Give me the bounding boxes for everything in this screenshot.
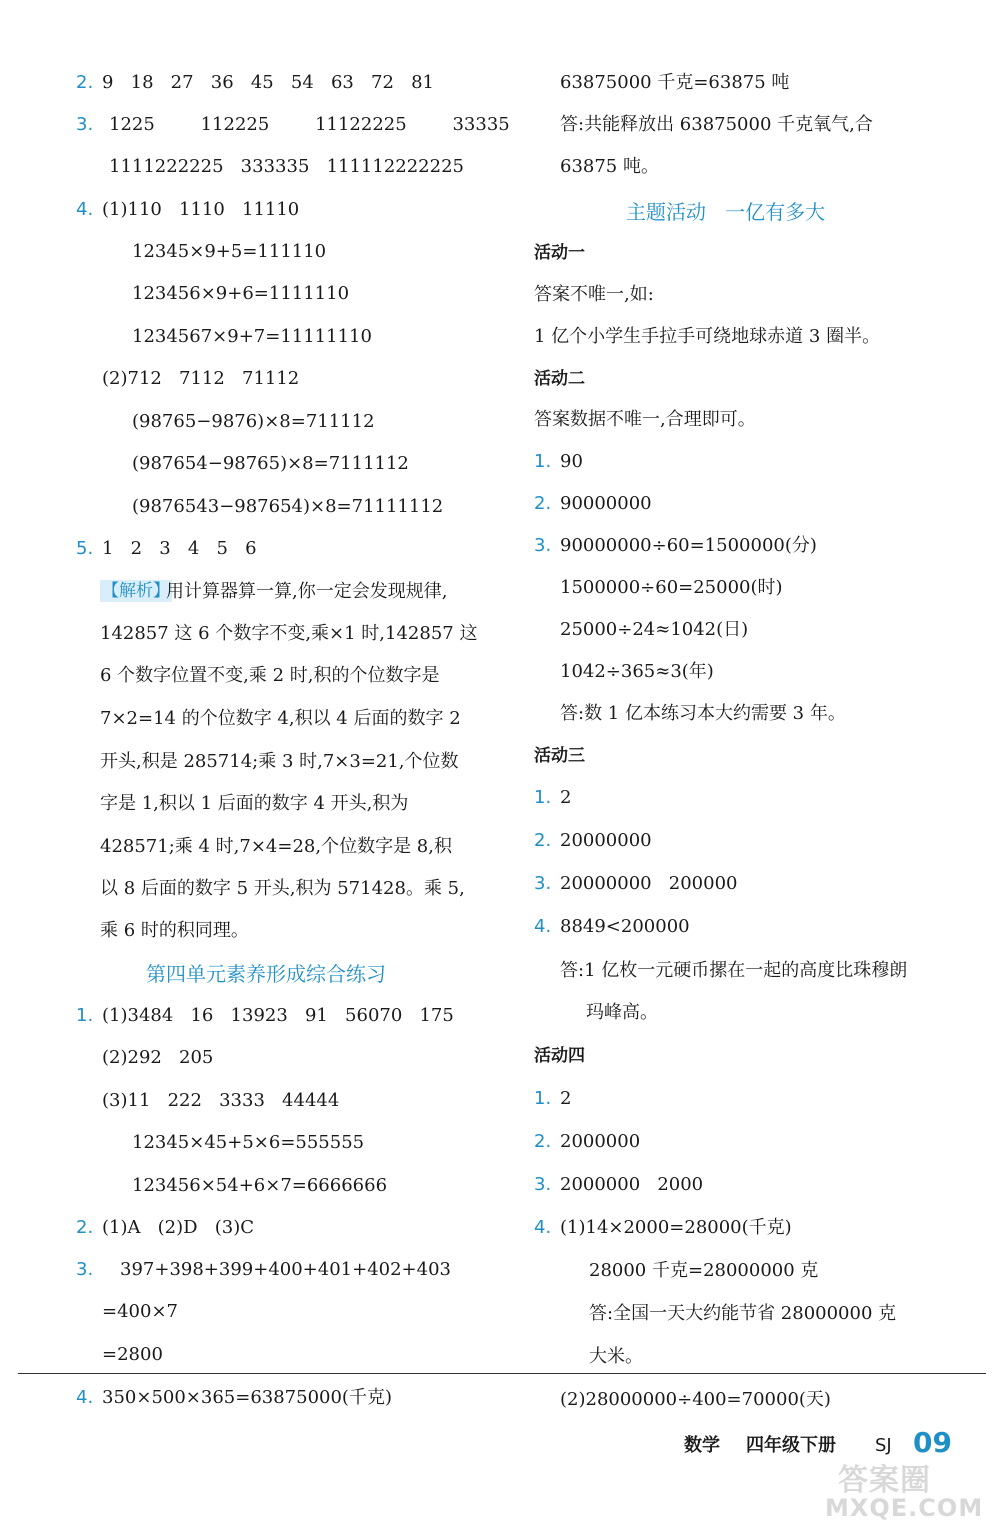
answer-text: 2 bbox=[560, 787, 572, 808]
equation: 123456×9+6=1111110 bbox=[132, 283, 350, 304]
answer-text: 63875 吨。 bbox=[560, 156, 659, 177]
answer-text: 答:1 亿枚一元硬币摞在一起的高度比珠穆朗 bbox=[560, 960, 908, 981]
equation: (987654−98765)×8=7111112 bbox=[132, 453, 409, 474]
equation: =2800 bbox=[102, 1344, 163, 1365]
equation: 25000÷24≈1042(日) bbox=[560, 619, 749, 640]
equation: 1234567×9+7=11111110 bbox=[132, 326, 372, 347]
watermark-url: MXQE.COM bbox=[825, 1494, 984, 1522]
answer-text: (3)11 222 3333 44444 bbox=[102, 1090, 340, 1111]
analysis-text: 字是 1,积以 1 后面的数字 4 开头,积为 bbox=[100, 793, 409, 814]
section-title: 第四单元素养形成综合练习 bbox=[146, 962, 386, 986]
divider-line bbox=[18, 1373, 986, 1374]
question-number: 2. bbox=[76, 72, 94, 93]
activity-heading: 活动四 bbox=[534, 1046, 585, 1066]
question-number: 1. bbox=[534, 787, 552, 808]
answer-text: 20000000 200000 bbox=[560, 873, 738, 894]
answer-text: (2)292 205 bbox=[102, 1047, 214, 1068]
equation: =400×7 bbox=[102, 1301, 178, 1322]
activity-heading: 活动三 bbox=[534, 746, 585, 766]
equation: 397+398+399+400+401+402+403 bbox=[120, 1259, 451, 1280]
equation: 90000000÷60=1500000(分) bbox=[560, 535, 817, 556]
activity-heading: 活动二 bbox=[534, 369, 585, 389]
footer-grade: 四年级下册 bbox=[746, 1435, 836, 1456]
question-number: 2. bbox=[534, 830, 552, 851]
answer-text: 2000000 2000 bbox=[560, 1174, 704, 1195]
analysis-text: 以 8 后面的数字 5 开头,积为 571428。乘 5, bbox=[100, 878, 465, 899]
answer-text: 答案数据不唯一,合理即可。 bbox=[534, 409, 756, 430]
footer-edition: SJ bbox=[875, 1435, 892, 1456]
question-number: 3. bbox=[534, 535, 552, 556]
question-number: 4. bbox=[534, 916, 552, 937]
answer-text: 90000000 bbox=[560, 493, 652, 514]
answer-text: 1111222225 333335 111112222225 bbox=[109, 156, 464, 177]
question-number: 3. bbox=[534, 873, 552, 894]
answer-text: (1)A (2)D (3)C bbox=[102, 1217, 255, 1238]
equation: (98765−9876)×8=711112 bbox=[132, 411, 375, 432]
answer-text: 1 亿个小学生手拉手可绕地球赤道 3 圈半。 bbox=[534, 326, 881, 347]
answer-text: 20000000 bbox=[560, 830, 652, 851]
answer-text: 8849<200000 bbox=[560, 916, 690, 937]
analysis-text: 142857 这 6 个数字不变,乘×1 时,142857 这 bbox=[100, 623, 478, 644]
analysis-text: 7×2=14 的个位数字 4,积以 4 后面的数字 2 bbox=[100, 708, 461, 729]
answer-text: 90 bbox=[560, 451, 583, 472]
answer-text: 大米。 bbox=[589, 1346, 643, 1367]
question-number: 3. bbox=[534, 1174, 552, 1195]
answer-text: 1225 112225 11122225 33335 bbox=[109, 114, 510, 135]
analysis-text: 开头,积是 285714;乘 3 时,7×3=21,个位数 bbox=[100, 751, 459, 772]
theme-title: 主题活动 一亿有多大 bbox=[626, 200, 826, 224]
question-number: 3. bbox=[76, 114, 94, 135]
equation: 12345×45+5×6=555555 bbox=[132, 1132, 365, 1153]
answer-text: 2 bbox=[560, 1088, 572, 1109]
question-number: 5. bbox=[76, 538, 94, 559]
analysis-text: 6 个数字位置不变,乘 2 时,积的个位数字是 bbox=[100, 665, 440, 686]
equation: (1)14×2000=28000(千克) bbox=[560, 1217, 792, 1238]
activity-heading: 活动一 bbox=[534, 243, 585, 263]
analysis-text: 用计算器算一算,你一定会发现规律, bbox=[166, 581, 448, 602]
answer-text: 9 18 27 36 45 54 63 72 81 bbox=[102, 72, 435, 93]
answer-text: 2000000 bbox=[560, 1131, 641, 1152]
answer-text: (1)3484 16 13923 91 56070 175 bbox=[102, 1005, 454, 1026]
equation: (9876543−987654)×8=71111112 bbox=[132, 496, 444, 517]
answer-text: 答:全国一天大约能节省 28000000 克 bbox=[589, 1303, 897, 1324]
question-number: 4. bbox=[534, 1217, 552, 1238]
equation: 28000 千克=28000000 克 bbox=[589, 1260, 819, 1281]
answer-text: 玛峰高。 bbox=[586, 1002, 658, 1023]
footer-subject: 数学 bbox=[684, 1435, 720, 1456]
question-number: 1. bbox=[534, 451, 552, 472]
analysis-text: 428571;乘 4 时,7×4=28,个位数字是 8,积 bbox=[100, 836, 452, 857]
answer-text: 1 2 3 4 5 6 bbox=[102, 538, 257, 559]
answer-text: (1)110 1110 11110 bbox=[102, 199, 300, 220]
question-number: 1. bbox=[76, 1005, 94, 1026]
question-number: 2. bbox=[534, 1131, 552, 1152]
equation: 1042÷365≈3(年) bbox=[560, 661, 714, 682]
question-number: 2. bbox=[76, 1217, 94, 1238]
answer-text: 答:数 1 亿本练习本大约需要 3 年。 bbox=[560, 703, 846, 724]
analysis-text: 乘 6 时的积同理。 bbox=[100, 920, 249, 941]
equation: (2)28000000÷400=70000(天) bbox=[560, 1389, 831, 1410]
equation: 350×500×365=63875000(千克) bbox=[102, 1387, 392, 1408]
equation: 123456×54+6×7=6666666 bbox=[132, 1175, 388, 1196]
question-number: 2. bbox=[534, 493, 552, 514]
question-number: 4. bbox=[76, 1387, 94, 1408]
answer-text: (2)712 7112 71112 bbox=[102, 368, 300, 389]
answer-text: 63875000 千克=63875 吨 bbox=[560, 72, 790, 93]
analysis-tag: 【解析】 bbox=[102, 581, 170, 601]
question-number: 1. bbox=[534, 1088, 552, 1109]
question-number: 3. bbox=[76, 1259, 94, 1280]
equation: 1500000÷60=25000(时) bbox=[560, 577, 783, 598]
page-number: 09 bbox=[913, 1426, 952, 1459]
watermark-logo: 答案圈 bbox=[838, 1463, 931, 1498]
answer-text: 答:共能释放出 63875000 千克氧气,合 bbox=[560, 114, 873, 135]
equation: 12345×9+5=111110 bbox=[132, 241, 327, 262]
answer-text: 答案不唯一,如: bbox=[534, 284, 654, 305]
question-number: 4. bbox=[76, 199, 94, 220]
